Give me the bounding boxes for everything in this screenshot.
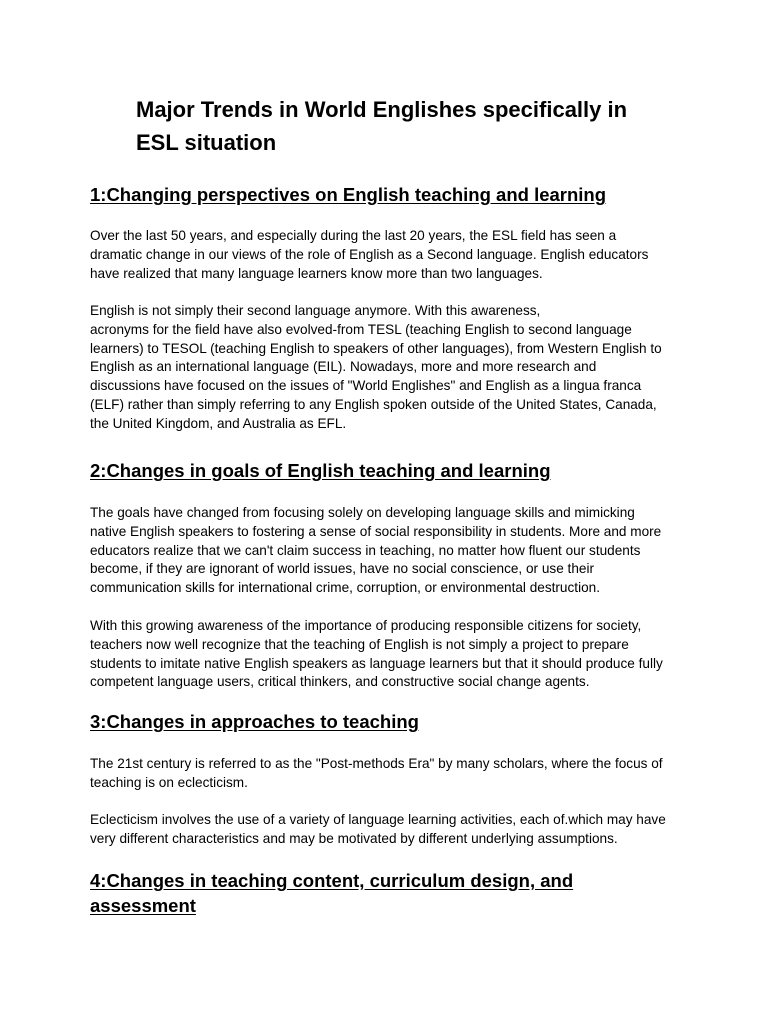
document-title bbox=[136, 93, 696, 159]
section-heading-4: 4:Changes in teaching content, curriculum design, and assessment bbox=[90, 870, 574, 916]
title-line: Major Trends in World Englishes specifically in bbox=[136, 97, 628, 122]
paragraph-2-2: With this growing awareness of the importance of producing responsible citizens for society, teachers now well recognize that the teaching of English is not simply a project to prepare students to imitate native English speakers as language learners but that it should produce fully competent language users, critical thinkers, and constructive social change agents. bbox=[90, 618, 663, 690]
paragraph-3-1: The 21st century is referred to as the "Post-methods Era" by many scholars, where the focus of teaching is on eclecticism. bbox=[90, 756, 663, 790]
section-heading-3: 3:Changes in approaches to teaching bbox=[90, 711, 419, 732]
section-heading-2: 2:Changes in goals of English teaching and learning bbox=[90, 460, 551, 481]
section-heading-1: 1:Changing perspectives on English teaching and learning bbox=[90, 184, 607, 205]
title-line: ESL situation bbox=[136, 130, 277, 155]
paragraph-1-2: English is not simply their second language anymore. With this awareness, acronyms for the field have also evolved-from TESL (teaching English to second language learners) to TESOL (teaching English to speakers of other languages), from Western English to English as an international language (EIL). Nowadays, more and more research and discussions have focused on the issues of "World Englishes" and English as a lingua franca (ELF) rather than simply referring to any English spoken outside of the United States, Canada, the United Kingdom, and Australia as EFL. bbox=[90, 303, 662, 431]
paragraph-3-2: Eclecticism involves the use of a variety of language learning activities, each of.which may have very different characteristics and may be motivated by different underlying assumptions. bbox=[90, 812, 666, 846]
paragraph-2-1: The goals have changed from focusing solely on developing language skills and mimicking native English speakers to fostering a sense of social responsibility in students. More and more educators realize that we can't claim success in teaching, no matter how fluent our students become, if they are ignorant of world issues, have no social conscience, or use their communication skills for international crime, corruption, or environmental destruction. bbox=[90, 505, 662, 596]
paragraph-1-1: Over the last 50 years, and especially during the last 20 years, the ESL field has seen a dramatic change in our views of the role of English as a Second language. English educators have realized that many language learners know more than two languages. bbox=[90, 228, 649, 281]
